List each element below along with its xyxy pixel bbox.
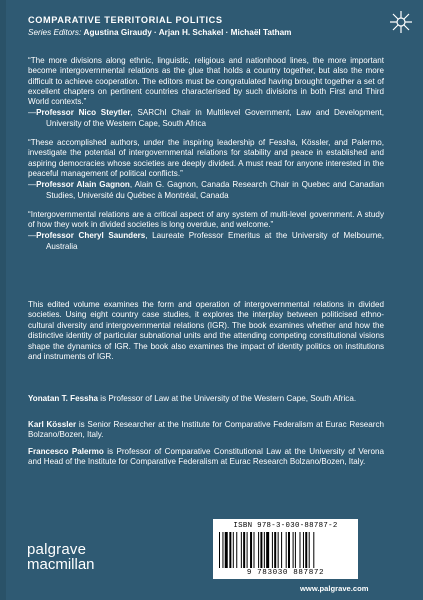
quote-affiliation: , SARChI Chair in Multilevel Government, Law and Development, University of the Western Cape, South Africa xyxy=(46,108,384,128)
author-bio xyxy=(28,420,384,441)
barcode-bar xyxy=(229,532,231,568)
quote-attribution: —Professor Alain Gagnon, Alain G. Gagnon, Canada Research Chair in Quebec and Canadian Studies, Université du Québec à Montréal, Canada xyxy=(28,180,384,200)
quote-text: “These accomplished authors, under the inspiring leadership of Fessha, Kössler, and Palermo, investigate the potential of intergovernmental relations for stability and peace in established and aspiring democracies whose societies are deeply divided. A must read for anyone interested in the peaceful management of political conflicts.” xyxy=(28,138,384,178)
barcode-bar xyxy=(293,532,294,568)
series-title: COMPARATIVE TERRITORIAL POLITICS xyxy=(28,15,223,25)
barcode-bar xyxy=(309,532,310,568)
endorsement-quote xyxy=(28,210,384,252)
publisher-website: www.palgrave.com xyxy=(300,584,369,593)
quote-text: “Intergovernmental relations are a critical aspect of any system of multi-level government. A study of how they work in divided societies is long overdue, and welcome.” xyxy=(28,209,384,230)
barcode-bar xyxy=(241,532,242,568)
bio-text: is Professor of Comparative Constitutional Law at the University of Verona and Head of the Institute for Comparative Federalism at Eurac Research Bolzano/Bozen, Italy. xyxy=(28,447,385,467)
endorsements xyxy=(28,56,384,261)
barcode-bar xyxy=(243,532,245,568)
isbn-barcode xyxy=(213,519,358,579)
bio-text: is Professor of Law at the University of the Western Cape, South Africa. xyxy=(98,394,357,403)
quote-author: Professor Cheryl Saunders xyxy=(36,231,146,241)
quote-attribution: —Professor Cheryl Saunders, Laureate Professor Emeritus at the University of Melbourne, Australia xyxy=(28,231,385,251)
barcode-bar xyxy=(254,532,255,568)
author-bio xyxy=(28,394,384,404)
bio-name: Yonatan T. Fessha xyxy=(28,394,99,403)
barcode-bar xyxy=(305,532,307,568)
endorsement-quote xyxy=(28,138,384,201)
barcode-bar xyxy=(233,532,234,568)
barcode-bar xyxy=(295,532,296,568)
barcode-bar xyxy=(236,532,237,568)
endorsement-quote xyxy=(28,56,384,129)
barcode-bars xyxy=(219,532,352,568)
series-editors-label: Series Editors: xyxy=(28,28,82,37)
barcode-bar xyxy=(250,532,252,568)
barcode-bar xyxy=(219,532,220,568)
barcode-bar xyxy=(272,532,273,568)
publisher-logo xyxy=(27,542,95,572)
barcode-bar xyxy=(258,532,259,568)
quote-author: Professor Nico Steytler xyxy=(36,108,131,118)
series-header xyxy=(28,14,383,39)
spine-edge xyxy=(0,0,6,600)
quote-text: “The more divisions along ethnic, linguistic, religious and nationhood lines, the more important become intergovernmental relations as the glue that holds a country together, but also the more difficult to achieve cooperation. The editors must be congratulated having brought together a set of excellent chapters on pertinent countries characterised by such divisions in both First and Third World contexts.” xyxy=(28,56,384,107)
barcode-bar xyxy=(222,532,223,568)
bio-text: is Senior Researcher at the Institute for Comparative Federalism at Eurac Research Bolzano/Bozen, Italy. xyxy=(28,420,384,440)
barcode-bar xyxy=(247,532,248,568)
author-bio xyxy=(28,447,384,468)
series-editors-names: Agustina Giraudy · Arjan H. Schakel · Michaël Tatham xyxy=(83,28,292,37)
palgrave-star-logo-icon xyxy=(388,9,414,35)
barcode-bar xyxy=(288,532,290,568)
publisher-name-line1: palgrave xyxy=(27,541,87,558)
quote-attribution: —Professor Nico Steytler, SARChI Chair in Multilevel Government, Law and Development, University of the Western Cape, South Africa xyxy=(28,108,384,128)
isbn-label: ISBN 978-3-030-88787-2 xyxy=(233,522,338,530)
barcode-bar xyxy=(266,532,269,568)
barcode-bar xyxy=(286,532,287,568)
barcode-bar xyxy=(264,532,265,568)
barcode-bar xyxy=(274,532,276,568)
quote-affiliation: , Laureate Professor Emeritus at the University of Melbourne, Australia xyxy=(46,231,385,251)
barcode-bar xyxy=(313,532,314,568)
bio-name: Francesco Palermo xyxy=(28,447,104,456)
book-summary: This edited volume examines the form and operation of intergovernmental relations in divided societies. Using eight country case studies, it explores the interplay between politicised ethno-cultural diversity and intergovernmental relations (IGR). The book examines whether and how the distinctive identity of particular subnational units and the attending competing constitutional visions shape the dynamics of IGR. The book also examines the impact of identity politics on institutions and instruments of IGR. xyxy=(28,300,384,362)
barcode-bar xyxy=(303,532,304,568)
bio-name: Karl Kössler xyxy=(28,420,77,429)
barcode-bar xyxy=(300,532,301,568)
barcode-bar xyxy=(260,532,262,568)
barcode-bar xyxy=(225,532,228,568)
barcode-bar xyxy=(281,532,282,568)
series-editors xyxy=(28,27,383,39)
barcode-digits: 9 783030 887872 xyxy=(246,569,325,577)
quote-author: Professor Alain Gagnon xyxy=(36,180,130,190)
publisher-name-line2: macmillan xyxy=(27,556,95,573)
barcode-bar xyxy=(278,532,279,568)
quote-affiliation: , Alain G. Gagnon, Canada Research Chair in Quebec and Canadian Studies, Université du Québec à Montréal, Canada xyxy=(46,180,384,200)
